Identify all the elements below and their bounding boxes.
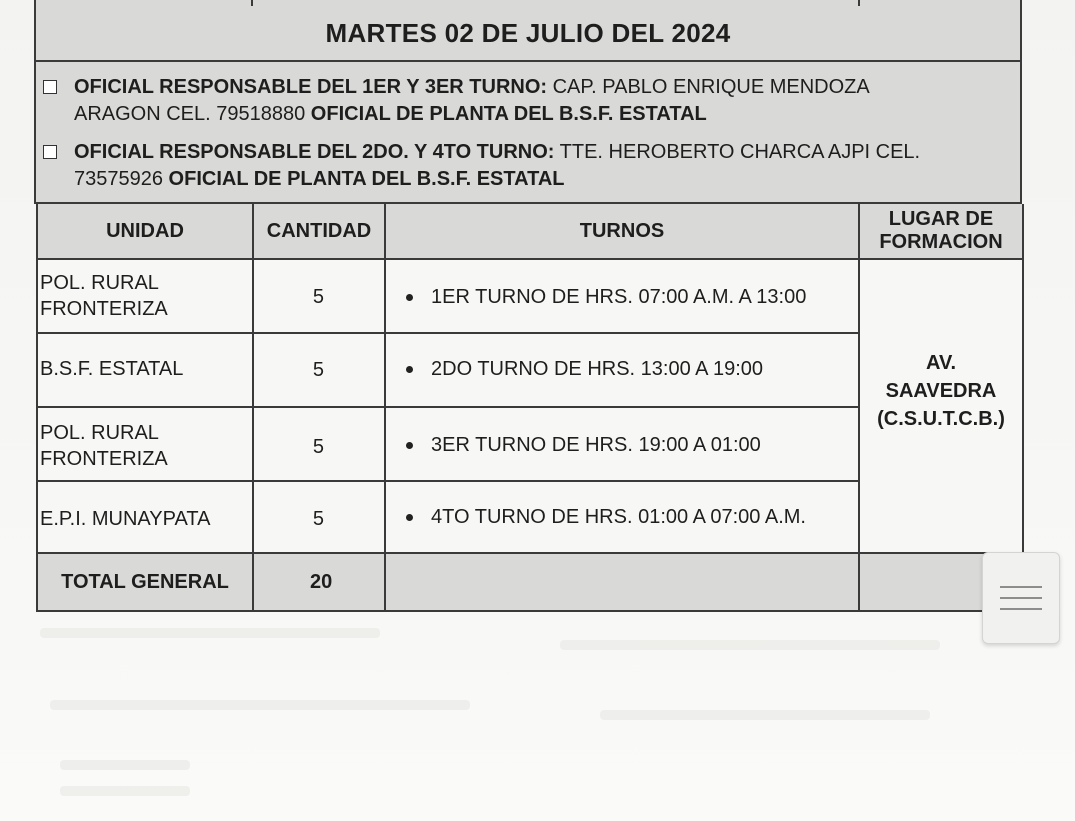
page-title: MARTES 02 DE JULIO DEL 2024 [325, 18, 731, 48]
column-header-unidad: UNIDAD [38, 204, 254, 260]
officer-entry [74, 74, 1016, 128]
unit-name-line: FRONTERIZA [40, 448, 168, 470]
bullet-icon [406, 442, 413, 449]
column-divider [858, 0, 860, 6]
bleed-through-mark [60, 760, 190, 770]
table-row-unidad [38, 334, 254, 408]
officer-role: OFICIAL RESPONSABLE DEL 1ER Y 3ER TURNO: [74, 76, 548, 98]
lugar-formacion-cell [860, 260, 1024, 554]
hamburger-menu-icon [1000, 577, 1042, 619]
bleed-through-mark [50, 700, 470, 710]
lugar-text [877, 349, 1005, 433]
unit-name-line: B.S.F. ESTATAL [40, 358, 184, 380]
officer-line [74, 166, 1016, 193]
bleed-through-mark [560, 640, 940, 650]
officer-line [74, 139, 1016, 166]
shift-item [406, 358, 763, 381]
bleed-through-mark [60, 786, 190, 796]
table-row-unidad [38, 408, 254, 482]
shift-text: 4TO TURNO DE HRS. 01:00 A 07:00 A.M. [431, 506, 806, 528]
column-divider [251, 0, 253, 6]
unit-name-line: E.P.I. MUNAYPATA [40, 508, 211, 530]
officer-unit: OFICIAL DE PLANTA DEL B.S.F. ESTATAL [168, 168, 565, 190]
shift-text: 2DO TURNO DE HRS. 13:00 A 19:00 [431, 358, 764, 380]
unit-name-line: POL. RURAL [40, 272, 159, 294]
table-row-unidad [38, 260, 254, 334]
officer-role: OFICIAL RESPONSABLE DEL 2DO. Y 4TO TURNO: [74, 141, 555, 163]
bullet-icon [406, 294, 413, 301]
shift-text: 1ER TURNO DE HRS. 07:00 A.M. A 13:00 [431, 286, 807, 308]
bleed-through-mark [40, 628, 380, 638]
quantity-value: 5 [312, 508, 324, 530]
table-row-unidad [38, 482, 254, 554]
officer-line [74, 74, 1016, 101]
shift-item [406, 434, 761, 457]
column-header-lugar [860, 204, 1024, 260]
officer-entry [74, 139, 1016, 193]
table-row-turno [386, 260, 860, 334]
total-label: TOTAL GENERAL [38, 554, 254, 612]
unit-name-line: POL. RURAL [40, 422, 159, 444]
officer-name: TTE. HEROBERTO CHARCA AJPI CEL. [554, 141, 921, 163]
officers-section [34, 62, 1022, 204]
menu-button[interactable] [982, 552, 1060, 644]
quantity-value: 5 [312, 286, 324, 308]
quantity-value: 5 [312, 359, 324, 381]
shift-item [406, 286, 806, 309]
officer-name: CAP. PABLO ENRIQUE MENDOZA [547, 76, 870, 98]
lugar-line: (C.S.U.T.C.B.) [877, 408, 1005, 430]
column-header-cantidad: CANTIDAD [254, 204, 386, 260]
checkbox-icon [43, 145, 57, 159]
checkbox-icon [43, 80, 57, 94]
table-row-cantidad [254, 408, 386, 482]
quantity-value: 5 [312, 436, 324, 458]
total-cell [254, 554, 386, 612]
bullet-icon [406, 514, 413, 521]
total-empty-cell [386, 554, 860, 612]
unit-name-line: FRONTERIZA [40, 298, 168, 320]
table-row-cantidad [254, 334, 386, 408]
total-value: 20 [310, 571, 333, 593]
column-header-turnos: TURNOS [386, 204, 860, 260]
table-row-turno [386, 482, 860, 554]
officer-phone: 73575926 [74, 168, 169, 190]
header-line: FORMACION [879, 231, 1003, 253]
table-row-turno [386, 334, 860, 408]
bullet-icon [406, 366, 413, 373]
table-row-cantidad [254, 482, 386, 554]
table-row-cantidad [254, 260, 386, 334]
bleed-through-mark [600, 710, 930, 720]
date-header [34, 0, 1022, 62]
lugar-line: SAAVEDRA [885, 380, 997, 402]
shift-item [406, 506, 806, 529]
shifts-table [36, 204, 1022, 612]
header-line: LUGAR DE [888, 208, 994, 230]
table-row-turno [386, 408, 860, 482]
lugar-line: AV. [925, 352, 957, 374]
shift-text: 3ER TURNO DE HRS. 19:00 A 01:00 [431, 434, 761, 456]
officer-phone: ARAGON CEL. 79518880 [74, 103, 311, 125]
officer-unit: OFICIAL DE PLANTA DEL B.S.F. ESTATAL [310, 103, 707, 125]
officer-line [74, 101, 1016, 128]
